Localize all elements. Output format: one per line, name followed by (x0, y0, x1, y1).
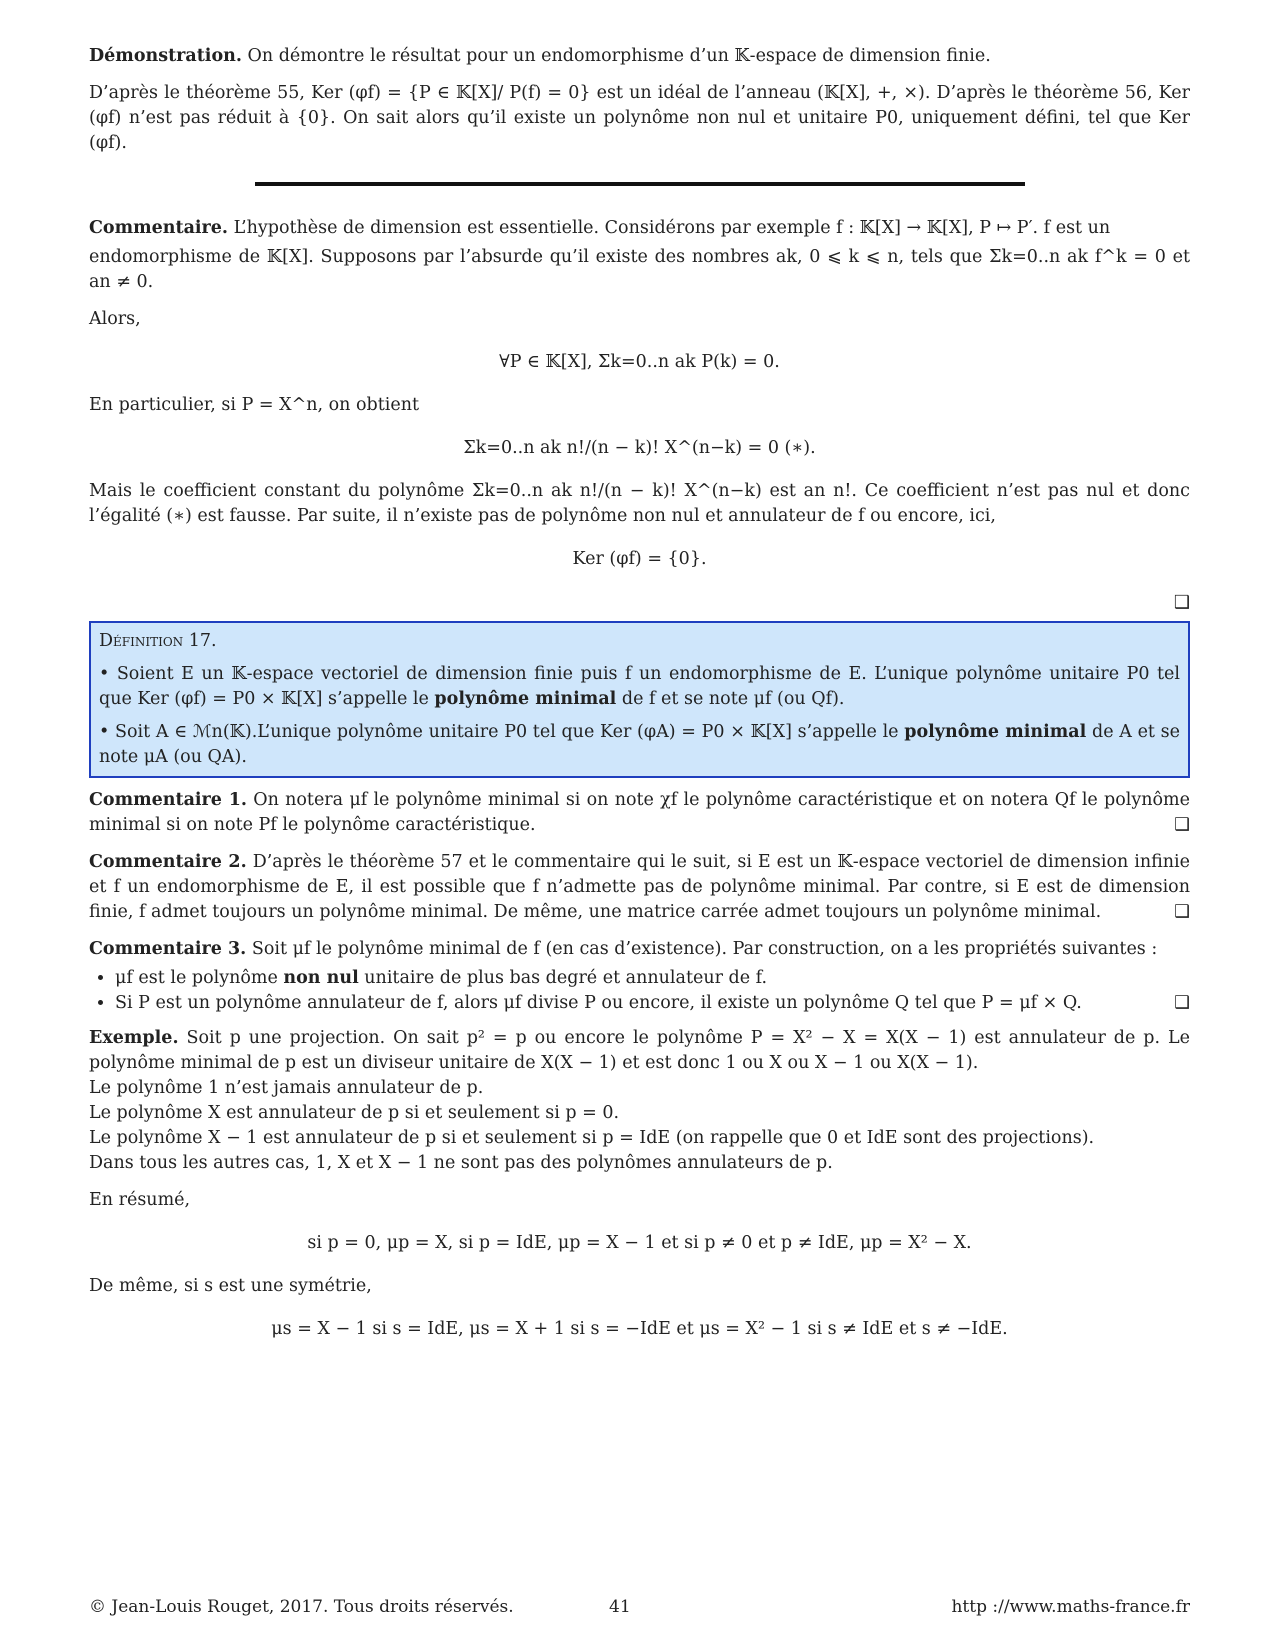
particulier-text: En particulier, si P = X^n, on obtient (89, 395, 420, 415)
demonstration-label: Démonstration. (89, 46, 242, 66)
footer-copyright: © Jean-Louis Rouget, 2017. Tous droits réservés. (89, 1597, 514, 1617)
horizontal-rule (255, 182, 1025, 186)
definition-item-2 (99, 720, 1180, 770)
exemple-line-3: Le polynôme X − 1 est annulateur de p si et seulement si p = IdE (on rappelle que 0 et IdE sont des projections). (89, 1128, 1095, 1148)
commentaire-1-label: Commentaire 1. (89, 790, 247, 810)
exemple-text: Soit p une projection. On sait p² = p ou encore le polynôme P = X² − X = X(X − 1) est annulateur de p. Le polynôme minimal de p est un diviseur unitaire de X(X − 1) et est donc 1 ou X ou X − 1 ou X(X − 1). (89, 1028, 1190, 1073)
qed-icon: ❑ (1173, 592, 1190, 613)
qed-icon: ❑ (1174, 815, 1190, 835)
bullet-2-text: Si P est un polynôme annulateur de f, alors μf divise P ou encore, il existe un polynôme Q tel que P = μf × Q. (115, 993, 1082, 1013)
exemple-line-1: Le polynôme 1 n’est jamais annulateur de p. (89, 1078, 484, 1098)
commentaire-3-list (89, 966, 1190, 1016)
definition-item-2-bold: polynôme minimal (904, 722, 1087, 742)
footer-url[interactable]: http ://www.maths-france.fr (951, 1597, 1190, 1617)
commentaire-3-label: Commentaire 3. (89, 939, 247, 959)
bullet-1-text-b: unitaire de plus bas degré et annulateur de f. (358, 968, 768, 988)
bullet-1-text-a: μf est le polynôme (115, 968, 284, 988)
equation-1: ∀P ∈ 𝕂[X], Σk=0..n ak P(k) = 0. (499, 352, 780, 372)
list-item (115, 991, 1190, 1016)
commentaire-1 (89, 788, 1190, 838)
commentaire-2 (89, 850, 1190, 925)
mais-paragraph: Mais le coefficient constant du polynôme Σk=0..n ak n!/(n − k)! X^(n−k) est an n!. Ce coefficient n’est pas nul et donc l’égalité (∗) est fausse. Par suite, il n’existe pas de polynôme non nul et annulateur de f ou encore, ici, (89, 481, 1190, 526)
demonstration-text: On démontre le résultat pour un endomorphisme d’un 𝕂-espace de dimension finie. (247, 46, 991, 66)
equation-3: Ker (φf) = {0}. (572, 549, 707, 569)
commentaire-label: Commentaire. (89, 218, 229, 238)
definition-item-1 (99, 662, 1180, 712)
commentaire-3 (89, 937, 1190, 962)
alors-text: Alors, (89, 309, 141, 329)
definition-item-2-text-b: de A et se note μA (ou QA). (99, 722, 1180, 767)
symetrie-text: De même, si s est une symétrie, (89, 1276, 372, 1296)
resume-text: En résumé, (89, 1190, 191, 1210)
definition-item-2-text-a: • Soit A ∈ ℳn(𝕂).L’unique polynôme unitaire P0 tel que Ker (φA) = P0 × 𝕂[X] s’appelle le (99, 722, 905, 742)
commentaire-3-text: Soit μf le polynôme minimal de f (en cas d’existence). Par construction, on a les propriétés suivantes : (251, 939, 1158, 959)
exemple-line-4: Dans tous les autres cas, 1, X et X − 1 ne sont pas des polynômes annulateurs de p. (89, 1153, 833, 1173)
qed-icon: ❑ (1174, 993, 1190, 1013)
bullet-1-bold: non nul (283, 968, 359, 988)
commentaire-2-text: D’après le théorème 57 et le commentaire qui le suit, si E est un 𝕂-espace vectoriel de dimension infinie et f un endomorphisme de E, il est possible que f n’admette pas de polynôme minimal. Par contre, si E est de dimension finie, f admet toujours un polynôme minimal. De même, une matrice carrée admet toujours un polynôme minimal. (89, 852, 1190, 922)
exemple-label: Exemple. (89, 1028, 179, 1048)
definition-item-1-text-b: de f et se note μf (ou Qf). (616, 689, 845, 709)
definition-item-1-text-a: • Soient E un 𝕂-espace vectoriel de dimension finie puis f un endomorphisme de E. L’unique polynôme unitaire P0 tel que Ker (φf) = P0 × 𝕂[X] s’appelle le (99, 664, 1180, 709)
list-item (115, 966, 1190, 991)
footer-page-number: 41 (609, 1597, 631, 1617)
definition-item-1-bold: polynôme minimal (434, 689, 617, 709)
definition-box (89, 621, 1190, 778)
exemple (89, 1026, 1190, 1076)
equation-symetrie: μs = X − 1 si s = IdE, μs = X + 1 si s = −IdE et μs = X² − 1 si s ≠ IdE et s ≠ −IdE. (271, 1319, 1008, 1339)
qed-icon: ❑ (1174, 902, 1190, 922)
commentaire-line2: endomorphisme de 𝕂[X]. Supposons par l’absurde qu’il existe des nombres ak, 0 ⩽ k ⩽ n, tels que Σk=0..n ak f^k = 0 et an ≠ 0. (89, 247, 1190, 292)
commentaire-line (89, 216, 1190, 241)
page-content (89, 44, 1190, 1360)
exemple-line-2: Le polynôme X est annulateur de p si et seulement si p = 0. (89, 1103, 620, 1123)
equation-2: Σk=0..n ak n!/(n − k)! X^(n−k) = 0 (∗). (463, 438, 816, 458)
commentaire-text: L’hypothèse de dimension est essentielle. Considérons par exemple f : 𝕂[X] → 𝕂[X], P ↦ P′. f est un (233, 218, 1111, 238)
equation-resume: si p = 0, μp = X, si p = IdE, μp = X − 1 et si p ≠ 0 et p ≠ IdE, μp = X² − X. (307, 1233, 972, 1253)
commentaire-1-text: On notera μf le polynôme minimal si on note χf le polynôme caractéristique et on notera Qf le polynôme minimal si on note Pf le polynôme caractéristique. (89, 790, 1190, 835)
demonstration-line (89, 44, 1190, 69)
commentaire-2-label: Commentaire 2. (89, 852, 247, 872)
demonstration-paragraph: D’après le théorème 55, Ker (φf) = {P ∈ 𝕂[X]/ P(f) = 0} est un idéal de l’anneau (𝕂[X], +, ×). D’après le théorème 56, Ker (φf) n’est pas réduit à {0}. On sait alors qu’il existe un polynôme non nul et unitaire P0, uniquement défini, tel que Ker (φf). (89, 83, 1190, 153)
definition-title: Définition 17. (99, 631, 217, 651)
